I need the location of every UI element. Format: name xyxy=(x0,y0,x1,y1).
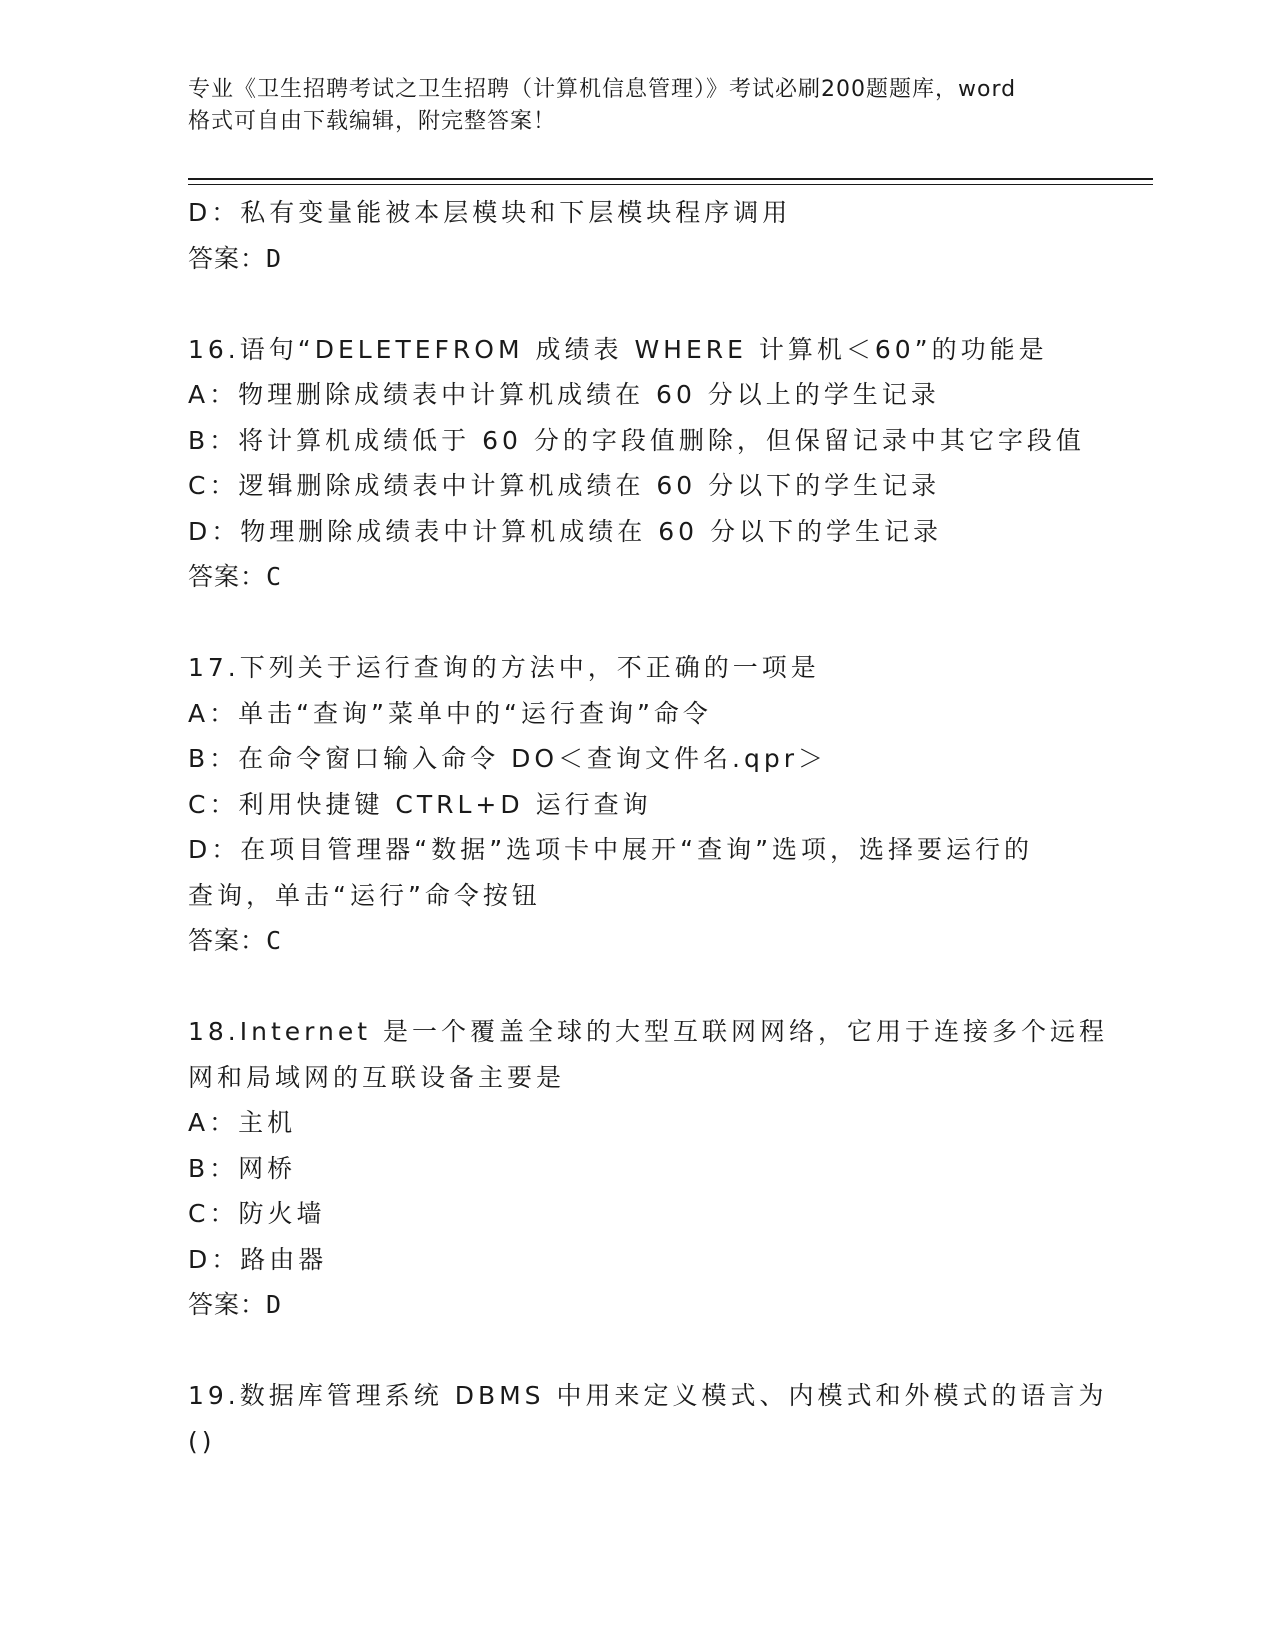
question-stem-line-1: 18.Internet 是一个覆盖全球的大型互联网网络，它用于连接多个远程 xyxy=(188,1017,1108,1046)
question-stem: 16.语句“DELETEFROM 成绩表 WHERE 计算机＜60”的功能是 xyxy=(188,334,1048,364)
header-title-line-2: 格式可自由下载编辑，附完整答案！ xyxy=(188,109,557,134)
question-15-tail xyxy=(188,190,1088,281)
question-18 xyxy=(188,1009,1108,1328)
answer-label: 答案： xyxy=(188,1290,267,1319)
question-stem-line-2: () xyxy=(188,1426,216,1456)
answer-value: C xyxy=(266,562,283,591)
option-a: A：物理删除成绩表中计算机成绩在 60 分以上的学生记录 xyxy=(188,380,940,409)
header-divider-thick xyxy=(188,178,1153,180)
answer-line xyxy=(188,554,1088,600)
answer-label: 答案： xyxy=(188,562,267,591)
question-19 xyxy=(188,1373,1108,1464)
question-stem: 17.下列关于运行查询的方法中，不正确的一项是 xyxy=(188,653,820,682)
option-a: A：主机 xyxy=(188,1108,297,1137)
answer-line xyxy=(188,1282,1088,1328)
answer-value: C xyxy=(266,926,283,955)
option-a: A：单击“查询”菜单中的“运行查询”命令 xyxy=(188,698,712,728)
question-stem-line-1: 19.数据库管理系统 DBMS 中用来定义模式、内模式和外模式的语言为 xyxy=(188,1381,1108,1410)
answer-value: D xyxy=(266,1290,283,1319)
question-list xyxy=(188,190,1108,1464)
option-c: C：防火墙 xyxy=(188,1199,326,1228)
option-b: B：网桥 xyxy=(188,1153,297,1183)
answer-label: 答案： xyxy=(188,926,267,955)
option-c: C：逻辑删除成绩表中计算机成绩在 60 分以下的学生记录 xyxy=(188,471,941,500)
question-16 xyxy=(188,327,1088,600)
header-divider-thin xyxy=(188,184,1153,185)
answer-label: 答案： xyxy=(188,243,267,273)
option-d: D：路由器 xyxy=(188,1244,328,1274)
answer-value: D xyxy=(266,243,283,273)
question-stem-line-2: 网和局域网的互联设备主要是 xyxy=(188,1062,566,1092)
answer-line xyxy=(188,236,1088,282)
option-b: B：在命令窗口输入命令 DO＜查询文件名.qpr＞ xyxy=(188,744,827,773)
option-b: B：将计算机成绩低于 60 分的字段值删除，但保留记录中其它字段值 xyxy=(188,425,1085,455)
option-d: D：物理删除成绩表中计算机成绩在 60 分以下的学生记录 xyxy=(188,516,942,546)
question-17 xyxy=(188,645,1088,964)
option-c: C：利用快捷键 CTRL+D 运行查询 xyxy=(188,789,652,819)
option-d-line-2: 查询，单击“运行”命令按钮 xyxy=(188,880,541,910)
header-title-line-1: 专业《卫生招聘考试之卫生招聘（计算机信息管理）》考试必刷200题题库，word xyxy=(188,77,1017,102)
document-header xyxy=(188,74,1088,138)
option-d: D：私有变量能被本层模块和下层模块程序调用 xyxy=(188,198,792,227)
option-d-line-1: D：在项目管理器“数据”选项卡中展开“查询”选项，选择要运行的 xyxy=(188,835,1034,864)
answer-line xyxy=(188,918,1088,964)
